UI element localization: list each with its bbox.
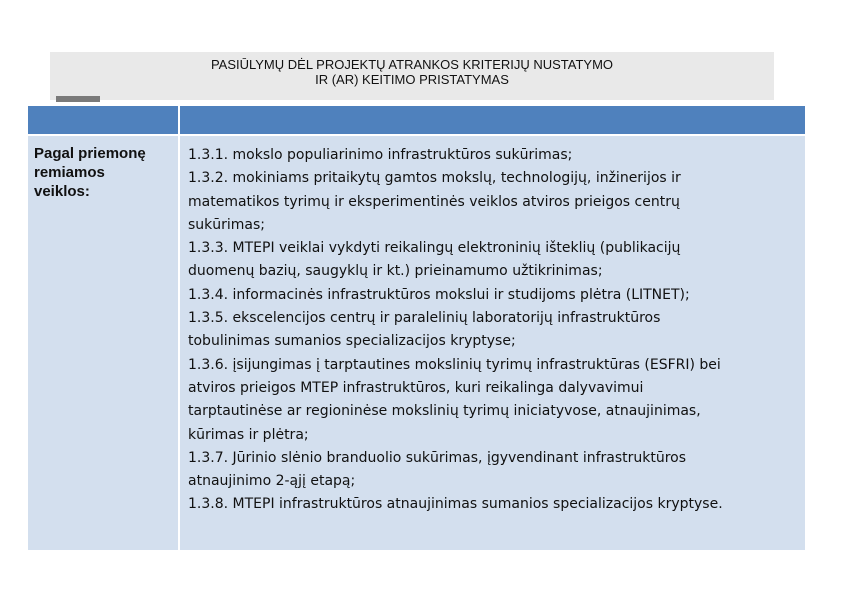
activity-line: 1.3.2. mokiniams pritaikytų gamtos mokslų, technologijų, inžinerijos ir [188, 170, 681, 187]
table-header-row [28, 106, 805, 134]
table-row [28, 136, 805, 550]
activity-label-line: veiklos: [34, 183, 90, 200]
activity-label-line: Pagal priemonę [34, 145, 146, 162]
page-title-line-2: IR (AR) KEITIMO PRISTATYMAS [315, 72, 509, 87]
activity-line: tarptautinėse ar regioninėse mokslinių tyrimų iniciatyvose, atnaujinimas, [188, 403, 701, 420]
page-title [50, 57, 774, 87]
activity-line: 1.3.3. MTEPI veiklai vykdyti reikalingų elektroninių išteklių (publikacijų [188, 240, 681, 257]
page-title-line-1: PASIŪLYMŲ DĖL PROJEKTŲ ATRANKOS KRITERIJŲ NUSTATYMO [210, 57, 614, 72]
activity-line: atviros prieigos MTEP infrastruktūros, kuri reikalinga dalyvavimui [188, 379, 644, 396]
title-accent-bar [56, 96, 100, 102]
activity-line: duomenų bazių, saugyklų ir kt.) prieinamumo užtikrinimas; [188, 263, 603, 280]
activity-line: 1.3.1. mokslo populiarinimo infrastruktūros sukūrimas; [188, 147, 573, 163]
activity-label [34, 144, 174, 201]
activity-line: 1.3.4. informacinės infrastruktūros mokslui ir studijoms plėtra (LITNET); [188, 286, 690, 303]
criteria-table [28, 106, 805, 550]
activity-line: atnaujinimo 2-ąjį etapą; [188, 473, 356, 490]
activity-line: kūrimas ir plėtra; [188, 426, 309, 443]
activity-line: tobulinimas sumanios specializacijos kryptyse; [188, 333, 516, 350]
activity-line: matematikos tyrimų ir eksperimentinės veiklos atviros prieigos centrų [188, 193, 680, 210]
table-header-cell-right [180, 106, 805, 134]
activity-line: 1.3.8. MTEPI infrastruktūros atnaujinimas sumanios specializacijos kryptyse. [188, 496, 723, 513]
activity-line: 1.3.5. ekscelencijos centrų ir paralelinių laboratorijų infrastruktūros [188, 310, 661, 327]
activity-line: sukūrimas; [188, 216, 266, 233]
activity-list [188, 144, 800, 517]
table-header-cell-left [28, 106, 178, 134]
activity-label-line: remiamos [34, 164, 105, 181]
activity-line: 1.3.7. Jūrinio slėnio branduolio sukūrimas, įgyvendinant infrastruktūros [188, 449, 687, 466]
activity-line: 1.3.6. įsijungimas į tarptautines mokslinių tyrimų infrastruktūras (ESFRI) bei [188, 356, 721, 373]
